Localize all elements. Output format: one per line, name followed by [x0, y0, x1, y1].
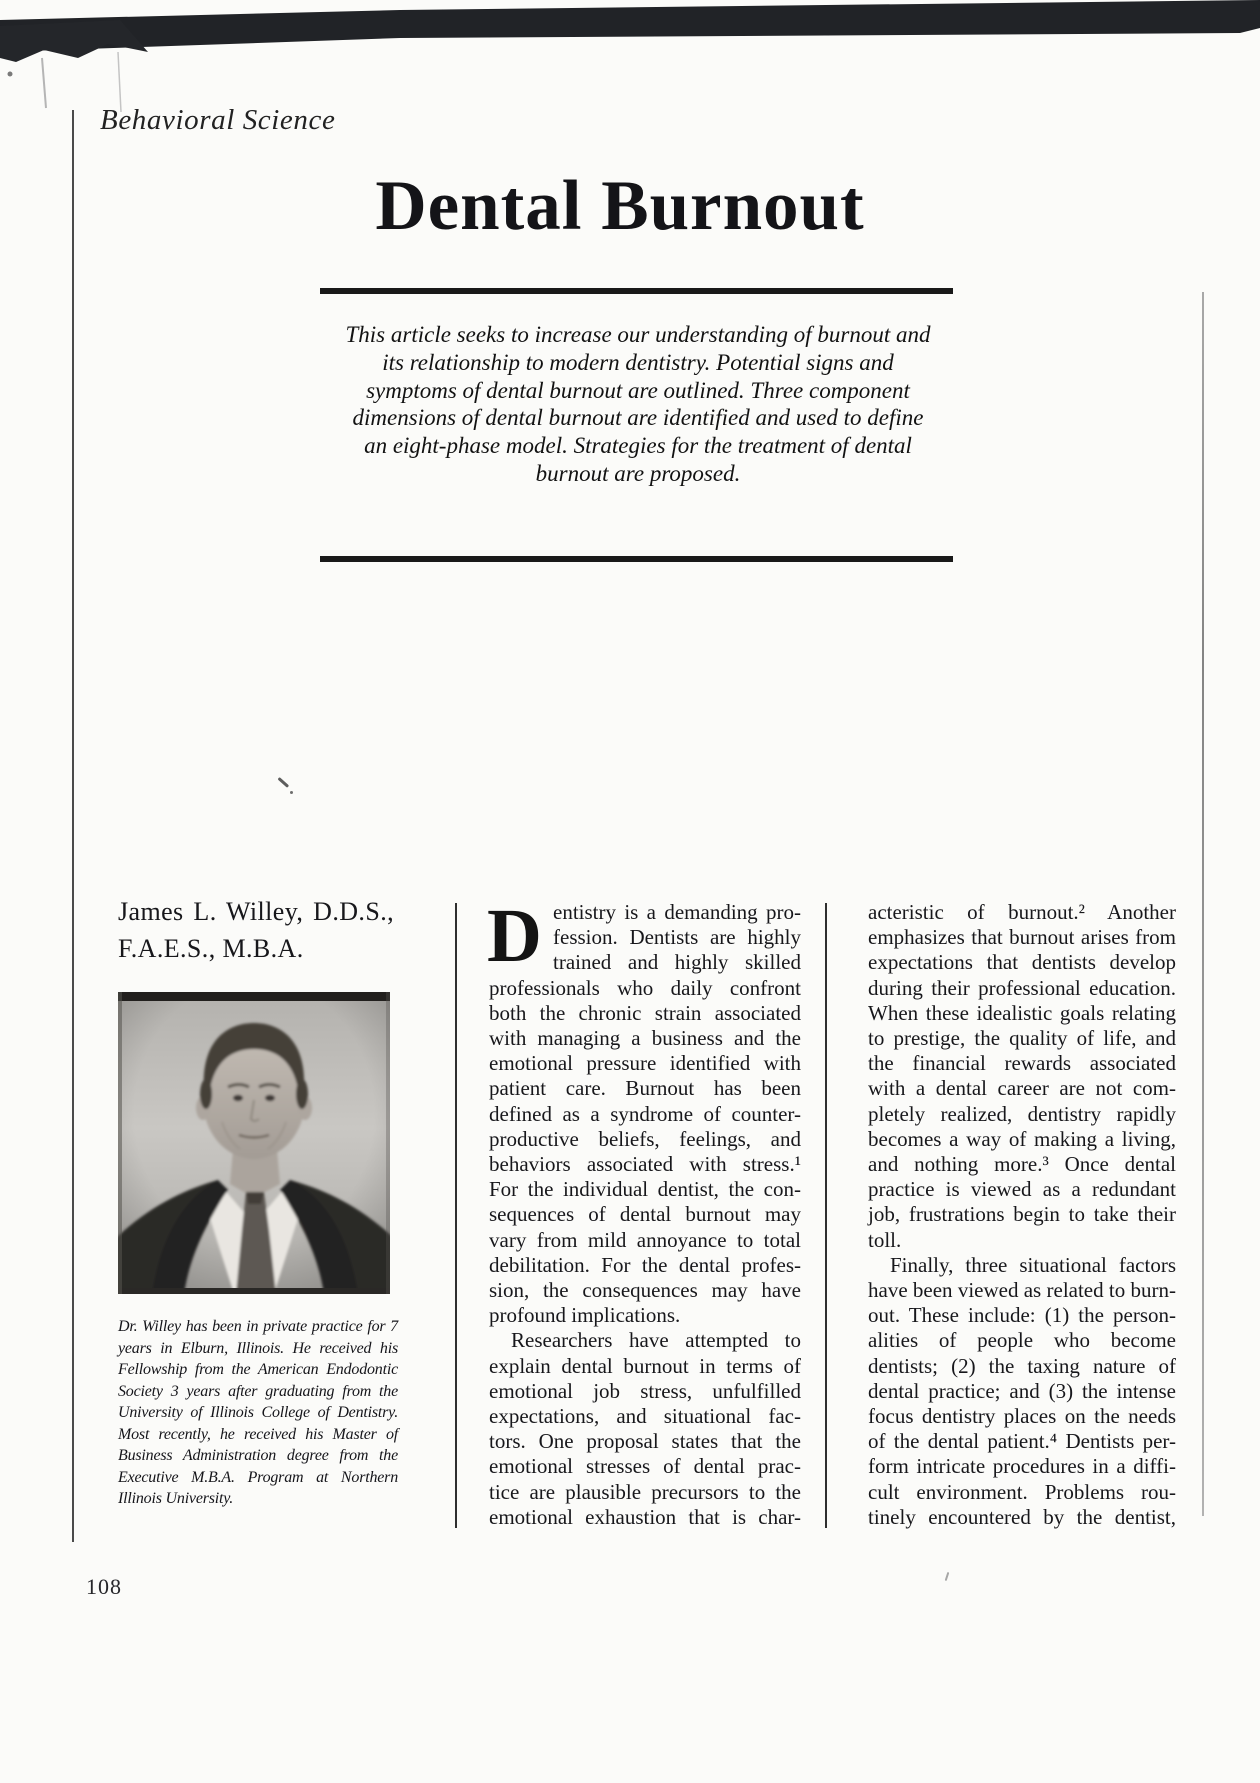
abstract-rule-bottom [320, 556, 953, 562]
text-line: dental practice; and (3) the intense [868, 1378, 1176, 1403]
text-line: becomes a way of making a living, [868, 1126, 1176, 1151]
text-line: sequences of dental burnout may [489, 1202, 801, 1227]
body-text-right [868, 900, 1176, 1530]
text-line: expectations, and situational fac- [489, 1404, 801, 1429]
text-line: professionals who daily confront [489, 975, 801, 1000]
text-line: and nothing more.³ Once dental [868, 1152, 1176, 1177]
text-line: James L. Willey, D.D.S., [118, 897, 394, 926]
text-line: with a dental career are not com- [868, 1076, 1176, 1101]
text-line: alities of people who become [868, 1328, 1176, 1353]
text-line: sion, the consequences may have [489, 1278, 801, 1303]
text-line: Most recently, he received his Master of [118, 1425, 398, 1443]
text-line: emotional pressure identified with [489, 1051, 801, 1076]
text-line: toll. [868, 1227, 902, 1252]
text-line: Dr. Willey has been in private practice for 7 [118, 1318, 398, 1335]
text-line: University of Illinois College of Dentistry. [118, 1404, 398, 1421]
drop-cap: D [487, 894, 542, 978]
author-name [118, 893, 394, 967]
column-divider [455, 903, 457, 1528]
scan-stray-dot [290, 791, 293, 794]
text-line: symptoms of dental burnout are outlined. Three component [366, 377, 910, 403]
text-line: dentists; (2) the taxing nature of [868, 1353, 1176, 1378]
text-line: both the chronic strain associated [489, 1000, 801, 1025]
section-header: Behavioral Science [100, 104, 336, 136]
text-line: emotional stresses of dental prac- [489, 1454, 801, 1479]
body-column-middle [487, 894, 801, 1530]
scan-stray-mark [278, 777, 289, 788]
text-line: Researchers have attempted to [511, 1328, 801, 1353]
text-line: Business Administration degree from the [118, 1447, 398, 1464]
text-line: during their professional education. [868, 975, 1176, 1000]
article-title: Dental Burnout [375, 167, 865, 245]
text-line: pletely realized, dentistry rapidly [868, 1101, 1176, 1126]
text-line: vary from mild annoyance to total [489, 1227, 801, 1252]
abstract-rule-top [320, 288, 953, 294]
text-line: the financial rewards associated [868, 1051, 1176, 1076]
text-line: Executive M.B.A. Program at Northern [118, 1468, 398, 1486]
text-line: dimensions of dental burnout are identified and used to define [352, 405, 924, 431]
text-line: profound implications. [489, 1303, 681, 1328]
text-line: with managing a business and the [489, 1026, 801, 1051]
body-column-right [868, 900, 1176, 1530]
text-line: Fellowship from the American Endodontic [118, 1361, 398, 1378]
author-photo [118, 992, 390, 1294]
text-line: tors. One proposal states that the [489, 1429, 801, 1454]
text-line: an eight-phase model. Strategies for the treatment of dental [364, 433, 912, 459]
body-text-middle [487, 894, 801, 1530]
text-line: defined as a syndrome of counter- [489, 1101, 801, 1126]
text-line: tice are plausible precursors to the [489, 1479, 801, 1504]
text-line: job, frustrations begin to take their [868, 1202, 1176, 1227]
text-line: emotional exhaustion that is char- [489, 1504, 801, 1529]
text-line: Society 3 years after graduating from the [118, 1382, 398, 1400]
text-line: For the individual dentist, the con- [489, 1177, 801, 1202]
abstract [318, 321, 958, 488]
column-divider [825, 903, 827, 1528]
text-line: burnout are proposed. [535, 460, 741, 486]
text-line: Illinois University. [118, 1490, 234, 1507]
text-line: entistry is a demanding pro- [553, 900, 801, 924]
text-line: debilitation. For the dental profes- [489, 1252, 801, 1277]
author-bio-caption [118, 1316, 398, 1510]
text-line: This article seeks to increase our understanding of burnout and [345, 322, 931, 347]
text-line: its relationship to modern dentistry. Potential signs and [382, 349, 894, 375]
text-line: Finally, three situational factors [890, 1252, 1176, 1277]
text-line: acteristic of burnout.² Another [868, 900, 1176, 924]
text-line: emotional job stress, unfulfilled [489, 1378, 801, 1403]
scan-page-edge-line [1202, 292, 1204, 1516]
text-line: productive beliefs, feelings, and [489, 1126, 801, 1151]
text-line: When these idealistic goals relating [868, 1000, 1176, 1025]
text-line: focus dentistry places on the needs [868, 1404, 1176, 1429]
scan-stray-mark [945, 1572, 950, 1581]
text-line: tinely encountered by the dentist, [868, 1504, 1176, 1529]
page-number: 108 [86, 1574, 122, 1599]
text-line: have been viewed as related to burn- [868, 1278, 1176, 1303]
text-line: behaviors associated with stress.¹ [489, 1152, 801, 1177]
text-line: F.A.E.S., M.B.A. [118, 934, 304, 963]
text-line: of the dental patient.⁴ Dentists per- [868, 1429, 1176, 1454]
text-line: cult environment. Problems rou- [868, 1479, 1176, 1504]
text-line: emphasizes that burnout arises from [868, 925, 1176, 950]
text-line: practice is viewed as a redundant [868, 1177, 1176, 1202]
text-line: to prestige, the quality of life, and [868, 1026, 1176, 1051]
text-line: form intricate procedures in a diffi- [868, 1454, 1176, 1479]
scan-artifact-top-bar [0, 0, 1260, 120]
text-line: explain dental burnout in terms of [489, 1353, 801, 1378]
text-line: trained and highly skilled [553, 950, 801, 975]
text-line: out. These include: (1) the person- [868, 1303, 1176, 1328]
author-photo-graphic [118, 992, 390, 1294]
left-margin-rule [72, 110, 74, 1542]
text-line: patient care. Burnout has been [489, 1076, 801, 1101]
text-line: expectations that dentists develop [868, 950, 1176, 975]
text-line: years in Elburn, Illinois. He received his [118, 1339, 398, 1357]
text-line: fession. Dentists are highly [553, 925, 801, 950]
